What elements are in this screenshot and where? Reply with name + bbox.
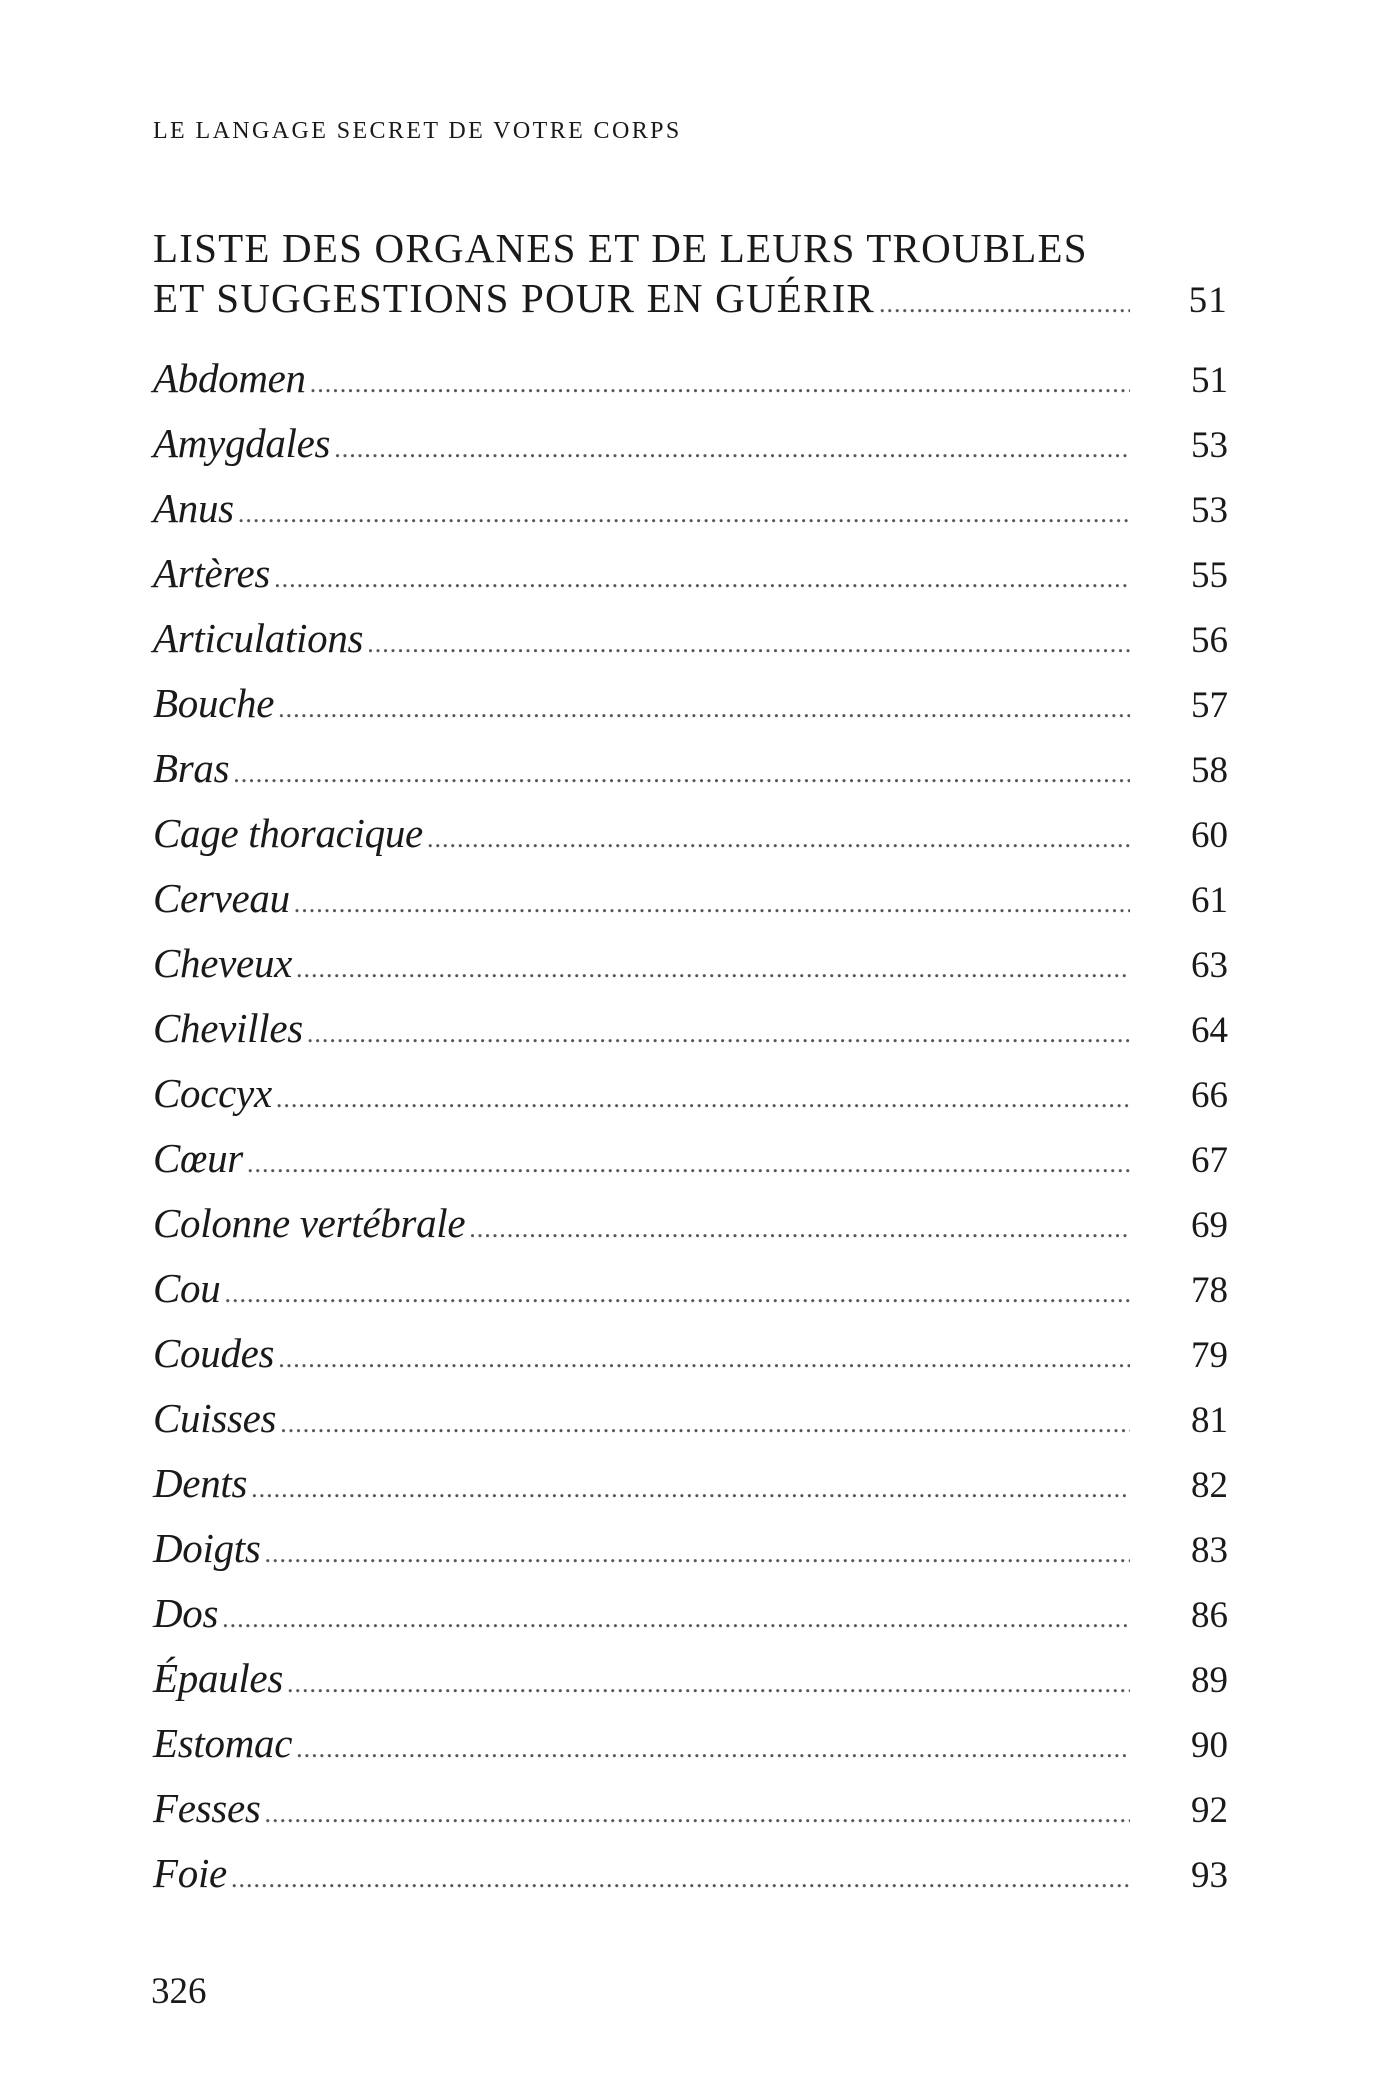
toc-entry-label: Cœur <box>153 1135 243 1181</box>
dot-leader <box>265 1539 1130 1569</box>
toc-entry-label: Estomac <box>153 1720 293 1766</box>
toc-entry-label: Articulations <box>153 615 364 661</box>
dot-leader <box>274 564 1130 594</box>
toc-entry-page-number: 81 <box>1191 1400 1228 1441</box>
toc-entry-page-number: 53 <box>1191 425 1228 466</box>
toc-entry[interactable] <box>153 1069 1228 1134</box>
toc-entry-page-number: 66 <box>1191 1075 1228 1116</box>
toc-entry-page-number: 51 <box>1191 360 1228 401</box>
dot-leader <box>251 1474 1130 1504</box>
dot-leader <box>247 1149 1130 1179</box>
toc-entry-page-number: 60 <box>1191 815 1228 856</box>
toc-entry-page-number: 93 <box>1191 1855 1228 1896</box>
dot-leader <box>278 694 1130 724</box>
dot-leader <box>879 289 1130 319</box>
toc-entry-label: Coccyx <box>153 1070 272 1116</box>
dot-leader <box>276 1084 1130 1114</box>
running-head: LE LANGAGE SECRET DE VOTRE CORPS <box>153 118 682 144</box>
toc-entry[interactable] <box>153 1654 1228 1719</box>
toc-entry[interactable] <box>153 939 1228 1004</box>
toc-entry-page-number: 63 <box>1191 945 1228 986</box>
toc-entry[interactable] <box>153 1849 1228 1914</box>
toc-entry-label: Cage thoracique <box>153 810 423 856</box>
dot-leader <box>287 1669 1130 1699</box>
toc-entry[interactable] <box>153 614 1228 679</box>
toc-entry[interactable] <box>153 1329 1228 1394</box>
dot-leader <box>224 1279 1130 1309</box>
toc-entry[interactable] <box>153 1199 1228 1264</box>
toc-entry-label: Cou <box>153 1265 221 1311</box>
toc-entry-label: Épaules <box>153 1655 283 1701</box>
toc-entry-label: Doigts <box>153 1525 261 1571</box>
toc-entry-page-number: 58 <box>1191 750 1228 791</box>
toc-entry-label: Anus <box>153 485 234 531</box>
toc-entry-label: Coudes <box>153 1330 275 1376</box>
toc-entry-label: Dents <box>153 1460 248 1506</box>
toc-entry-page-number: 79 <box>1191 1335 1228 1376</box>
dot-leader <box>307 1019 1130 1049</box>
toc-entry[interactable] <box>153 354 1228 419</box>
toc-entry-page-number: 64 <box>1191 1010 1228 1051</box>
toc-entry-page-number: 89 <box>1191 1660 1228 1701</box>
toc-entry-label: Bras <box>153 745 230 791</box>
dot-leader <box>278 1344 1130 1374</box>
toc-entry[interactable] <box>153 1719 1228 1784</box>
dot-leader <box>222 1604 1130 1634</box>
dot-leader <box>310 369 1130 399</box>
section-title-line2-row <box>153 273 1228 326</box>
toc-entry-page-number: 82 <box>1191 1465 1228 1506</box>
toc-entry[interactable] <box>153 484 1228 549</box>
toc-entry-label: Colonne vertébrale <box>153 1200 466 1246</box>
section-title-line2: ET SUGGESTIONS POUR EN GUÉRIR <box>153 275 875 321</box>
toc-entry[interactable] <box>153 1784 1228 1849</box>
toc-entry-page-number: 86 <box>1191 1595 1228 1636</box>
toc-entry-label: Artères <box>153 550 271 596</box>
toc-entry-label: Fesses <box>153 1785 261 1831</box>
page-number-footer: 326 <box>151 1971 207 2012</box>
toc-entry[interactable] <box>153 419 1228 484</box>
toc-entry-page-number: 83 <box>1191 1530 1228 1571</box>
dot-leader <box>296 1734 1130 1764</box>
toc-entry-label: Bouche <box>153 680 275 726</box>
toc-entry-list <box>153 354 1228 1914</box>
toc-entry-page-number: 57 <box>1191 685 1228 726</box>
toc-entry-page-number: 69 <box>1191 1205 1228 1246</box>
toc-entry-page-number: 55 <box>1191 555 1228 596</box>
dot-leader <box>294 889 1130 919</box>
toc-entry[interactable] <box>153 679 1228 744</box>
toc-entry-label: Dos <box>153 1590 219 1636</box>
section-title-line1: LISTE DES ORGANES ET DE LEURS TROUBLES <box>153 225 1088 271</box>
toc-entry[interactable] <box>153 874 1228 939</box>
dot-leader <box>280 1409 1130 1439</box>
dot-leader <box>231 1864 1130 1894</box>
toc-entry-page-number: 90 <box>1191 1725 1228 1766</box>
dot-leader <box>265 1799 1130 1829</box>
toc-entry[interactable] <box>153 549 1228 614</box>
toc-entry[interactable] <box>153 809 1228 874</box>
toc-entry-page-number: 53 <box>1191 490 1228 531</box>
toc-entry-label: Cuisses <box>153 1395 277 1441</box>
toc-entry[interactable] <box>153 1524 1228 1589</box>
dot-leader <box>334 434 1130 464</box>
toc-entry-page-number: 56 <box>1191 620 1228 661</box>
toc-entry[interactable] <box>153 1264 1228 1329</box>
dot-leader <box>233 759 1130 789</box>
toc-section-heading <box>153 223 1228 326</box>
toc-entry[interactable] <box>153 1394 1228 1459</box>
toc-entry-label: Amygdales <box>153 420 331 466</box>
toc-entry-label: Chevilles <box>153 1005 303 1051</box>
toc-entry[interactable] <box>153 744 1228 809</box>
dot-leader <box>367 629 1130 659</box>
toc-entry-label: Cheveux <box>153 940 293 986</box>
dot-leader <box>296 954 1130 984</box>
toc-entry-label: Abdomen <box>153 355 306 401</box>
toc-entry-page-number: 78 <box>1191 1270 1228 1311</box>
dot-leader <box>238 499 1130 529</box>
toc-entry[interactable] <box>153 1459 1228 1524</box>
toc-entry[interactable] <box>153 1004 1228 1069</box>
toc-entry-label: Foie <box>153 1850 227 1896</box>
toc-entry-page-number: 61 <box>1191 880 1228 921</box>
toc-entry[interactable] <box>153 1134 1228 1199</box>
section-page-number: 51 <box>1188 280 1228 321</box>
dot-leader <box>469 1214 1130 1244</box>
toc-entry-label: Cerveau <box>153 875 290 921</box>
toc-entry[interactable] <box>153 1589 1228 1654</box>
dot-leader <box>427 824 1130 854</box>
toc-entry-page-number: 67 <box>1191 1140 1228 1181</box>
toc-entry-page-number: 92 <box>1191 1790 1228 1831</box>
